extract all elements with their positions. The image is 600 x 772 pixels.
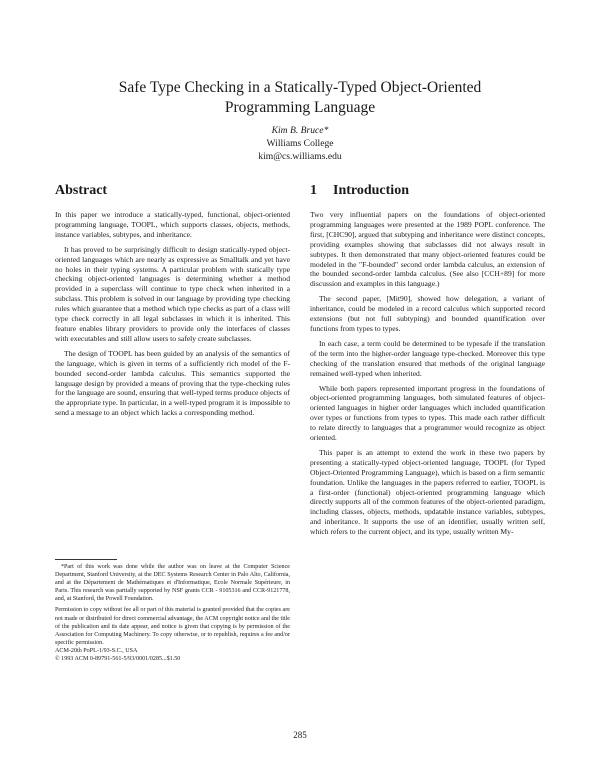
introduction-body [310, 210, 545, 542]
conference-line: ACM-20th PoPL-1/93-S.C., USA [55, 647, 138, 654]
intro-paragraph: While both papers represented important progress in the foundations of object-oriented programming languages, both simulated features of object-oriented languages in higher order languages which included quantification over types or functions from types to types. This made each rather difficult to relate directly to languages that a programmer would recognize as object oriented. [310, 383, 545, 443]
copyright-line: © 1993 ACM 0-89791-561-5/93/0001/0285...$1.50 [55, 656, 181, 663]
title-line-2: Programming Language [224, 99, 376, 116]
author-footnote: *Part of this work was done while the author was on leave at the Computer Science Department, Stanford University, at the DEC Systems Research Center in Palo Alto, California, and at the Département de Mathématiques et d'Informatique, Ecole Normale Supérieure, in Paris. This research was partially supported by NSF grants CCR - 9105316 and CCR-9121778, and, at Stanford, the Powell Foundation. [55, 564, 290, 603]
footnote-rule [55, 559, 117, 560]
intro-paragraph: This paper is an attempt to extend the work in these two papers by presenting a statically-typed object-oriented language, TOOPL (for Typed Object-Oriented Programming Language), which is based on a firm semantic foundation. Unlike the languages in the papers referred to earlier, TOOPL is a first-order (functional) object-oriented programming language which directly supports all of the common features of the object-oriented paradigm, including classes, objects, methods, updatable instance variables, subtypes, and inheritance. It supports the use of an identifier, usually written self, which refers to the current object, and its type, usually written My- [310, 447, 545, 537]
permission-notice: Permission to copy without fee all or part of this material is granted provided that the copies are not made or distributed for direct commercial advantage, the ACM copyright notice and the title of the publication and its date appear, and notice is given that copying is by permission of the Association for Computing Machinery. To copy otherwise, or to republish, requires a fee and/or specific permission. [55, 607, 290, 646]
author-block [0, 124, 600, 163]
author-email: kim@cs.williams.edu [258, 151, 342, 162]
abstract-paragraph: It has proved to be surprisingly difficult to design statically-typed object-oriented languages which are nearly as expressive as Smalltalk and yet have no holes in their typing systems. A particular problem with statically type checking object-oriented languages is determining whether a method provided in a superclass will continue to type check when inherited in a subclass. This problem is solved in our language by providing type checking rules which guarantee that a method which type checks as part of a class will type check correctly in all legal subclasses in which it is inherited. This feature enables library providers to provide only the interfaces of classes with executables and still allow users to safely create subclasses. [55, 244, 290, 343]
intro-paragraph: Two very influential papers on the foundations of object-oriented programming languages were presented at the 1989 POPL conference. The first, [CHC90], argued that subtyping and inheritance were distinct concepts, providing examples showing that subclasses did not always result in subtypes. It then demonstrated that many object-oriented features could be modeled in the "F-bounded" second order lambda calculus, an extension of the bounded second-order lambda calculus. (See also [CCH+89] for more discussion and examples in this language.) [310, 210, 545, 289]
footnote-block [55, 563, 290, 663]
author-name: Kim B. Bruce* [271, 125, 329, 136]
paper-title [0, 78, 600, 118]
page-number: 285 [293, 730, 307, 740]
section-number: 1 [310, 183, 317, 198]
title-line-1: Safe Type Checking in a Statically-Typed Object-Oriented [118, 79, 482, 96]
author-affiliation: Williams College [266, 138, 334, 149]
intro-paragraph: The second paper, [Mit90], showed how delegation, a variant of inheritance, could be modeled in a record calculus which supported record extensions (but not full subtyping) and bounded quantification over functions from types to types. [310, 294, 545, 333]
intro-paragraph: In each case, a term could be determined to be typesafe if the translation of the term into the higher-order language type-checked. Moreover this type checking of the translation ensured that methods of the original language remained well-typed when inherited. [310, 338, 545, 378]
introduction-heading [310, 183, 409, 199]
section-title: Introduction [333, 183, 409, 198]
abstract-paragraph: In this paper we introduce a statically-typed, functional, object-oriented programming language, TOOPL, which supports classes, objects, methods, instance variables, subtypes, and inheritance. [55, 210, 290, 239]
abstract-paragraph: The design of TOOPL has been guided by an analysis of the semantics of the language, which is given in terms of a sufficiently rich model of the F-bounded second-order lambda calculus. This semantics supported the language design by provided a means of proving that the type-checking rules for the language are sound, ensuring that well-typed terms produce objects of the appropriate type. In particular, in a well-typed program it is impossible to send a message to an object which lacks a corresponding method. [55, 348, 290, 418]
abstract-body [55, 210, 290, 423]
abstract-heading: Abstract [55, 183, 108, 198]
